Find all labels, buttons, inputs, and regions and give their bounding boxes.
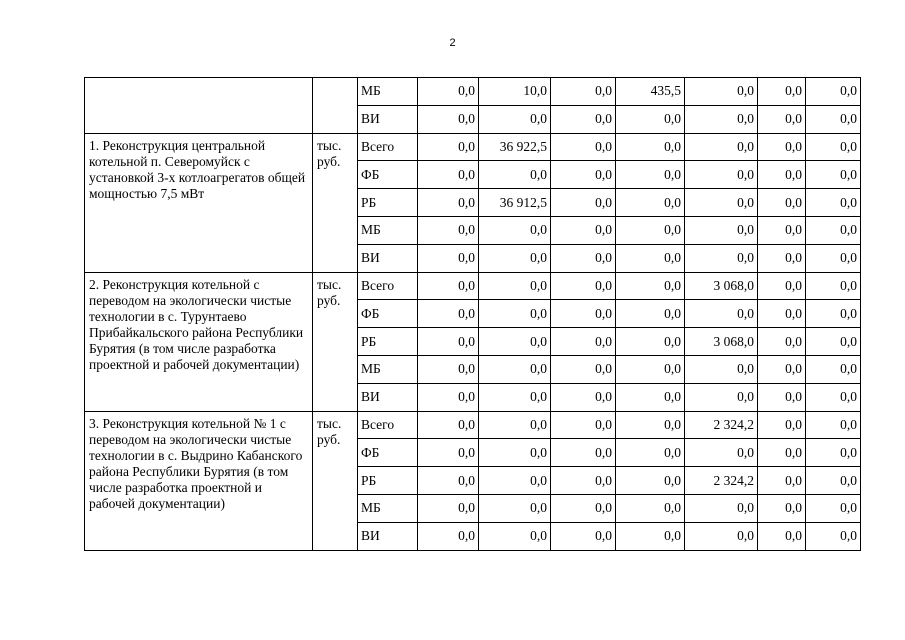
program-name-cell: 1. Реконструкция центральной котельной п. Северомуйск с установкой 3-х котлоагрегатов общей мощностью 7,5 мВт [85, 133, 313, 272]
value-cell: 0,0 [551, 439, 616, 467]
value-cell: 10,0 [479, 78, 551, 106]
value-cell: 0,0 [418, 467, 479, 495]
value-cell: 0,0 [806, 439, 861, 467]
value-cell: 0,0 [551, 161, 616, 189]
value-cell: 0,0 [551, 355, 616, 383]
value-cell: 0,0 [418, 355, 479, 383]
value-cell: 0,0 [616, 105, 685, 133]
value-cell: 0,0 [479, 383, 551, 411]
value-cell: 3 068,0 [685, 328, 758, 356]
value-cell: 0,0 [685, 522, 758, 550]
value-cell: 0,0 [551, 300, 616, 328]
value-cell: 0,0 [551, 244, 616, 272]
program-name-cell: 3. Реконструкция котельной № 1 с переводом на экологически чистые технологии в с. Выдрино Кабанского района Республики Бурятия (в том числе разработка проектной и рабочей документации) [85, 411, 313, 550]
value-cell: 435,5 [616, 78, 685, 106]
value-cell: 0,0 [616, 439, 685, 467]
value-cell: 0,0 [616, 189, 685, 217]
funding-source-cell: Всего [358, 133, 418, 161]
value-cell: 0,0 [616, 272, 685, 300]
value-cell: 0,0 [806, 300, 861, 328]
value-cell: 0,0 [418, 494, 479, 522]
value-cell: 0,0 [806, 244, 861, 272]
funding-source-cell: РБ [358, 467, 418, 495]
program-name-cell: 2. Реконструкция котельной с переводом на экологически чистые технологии в с. Турунтаево Прибайкальского района Республики Бурятия (в том числе разработка проектной и рабочей документации) [85, 272, 313, 411]
value-cell: 0,0 [806, 383, 861, 411]
funding-source-cell: МБ [358, 355, 418, 383]
value-cell: 0,0 [616, 494, 685, 522]
value-cell: 0,0 [616, 383, 685, 411]
funding-source-cell: ФБ [358, 439, 418, 467]
value-cell: 0,0 [758, 189, 806, 217]
value-cell: 0,0 [551, 328, 616, 356]
value-cell: 0,0 [479, 216, 551, 244]
value-cell: 0,0 [479, 411, 551, 439]
budget-table [84, 77, 861, 551]
value-cell: 0,0 [685, 133, 758, 161]
program-name-cell [85, 78, 313, 134]
funding-source-cell: МБ [358, 216, 418, 244]
value-cell: 0,0 [806, 105, 861, 133]
value-cell: 0,0 [479, 522, 551, 550]
value-cell: 0,0 [418, 133, 479, 161]
funding-source-cell: Всего [358, 272, 418, 300]
value-cell: 0,0 [551, 272, 616, 300]
value-cell: 0,0 [806, 522, 861, 550]
value-cell: 0,0 [418, 300, 479, 328]
value-cell: 3 068,0 [685, 272, 758, 300]
value-cell: 0,0 [685, 439, 758, 467]
value-cell: 0,0 [758, 272, 806, 300]
value-cell: 0,0 [758, 411, 806, 439]
funding-source-cell: РБ [358, 189, 418, 217]
value-cell: 0,0 [806, 161, 861, 189]
value-cell: 0,0 [806, 411, 861, 439]
value-cell: 0,0 [551, 189, 616, 217]
value-cell: 0,0 [418, 439, 479, 467]
value-cell: 0,0 [616, 216, 685, 244]
value-cell: 0,0 [806, 328, 861, 356]
value-cell: 0,0 [551, 133, 616, 161]
funding-source-cell: ФБ [358, 161, 418, 189]
funding-source-cell: Всего [358, 411, 418, 439]
value-cell: 0,0 [758, 467, 806, 495]
value-cell: 0,0 [551, 383, 616, 411]
value-cell: 0,0 [418, 78, 479, 106]
value-cell: 0,0 [418, 216, 479, 244]
value-cell: 0,0 [616, 355, 685, 383]
table-row [85, 272, 861, 300]
value-cell: 0,0 [806, 78, 861, 106]
value-cell: 0,0 [758, 383, 806, 411]
value-cell: 0,0 [685, 189, 758, 217]
value-cell: 36 922,5 [479, 133, 551, 161]
funding-source-cell: МБ [358, 78, 418, 106]
value-cell: 0,0 [551, 411, 616, 439]
value-cell: 0,0 [758, 161, 806, 189]
value-cell: 0,0 [685, 383, 758, 411]
value-cell: 0,0 [479, 355, 551, 383]
value-cell: 0,0 [685, 355, 758, 383]
value-cell: 0,0 [685, 244, 758, 272]
value-cell: 0,0 [758, 133, 806, 161]
value-cell: 0,0 [616, 467, 685, 495]
value-cell: 0,0 [551, 467, 616, 495]
value-cell: 0,0 [806, 494, 861, 522]
value-cell: 0,0 [806, 216, 861, 244]
value-cell: 0,0 [806, 467, 861, 495]
value-cell: 0,0 [551, 105, 616, 133]
value-cell: 0,0 [479, 439, 551, 467]
funding-source-cell: МБ [358, 494, 418, 522]
value-cell: 0,0 [551, 216, 616, 244]
table-row [85, 133, 861, 161]
value-cell: 0,0 [551, 522, 616, 550]
value-cell: 0,0 [616, 161, 685, 189]
value-cell: 0,0 [418, 411, 479, 439]
value-cell: 0,0 [479, 161, 551, 189]
value-cell: 0,0 [479, 328, 551, 356]
value-cell: 0,0 [418, 383, 479, 411]
value-cell: 0,0 [418, 522, 479, 550]
value-cell: 0,0 [758, 522, 806, 550]
funding-source-cell: ВИ [358, 522, 418, 550]
funding-source-cell: ВИ [358, 105, 418, 133]
table-row [85, 78, 861, 106]
value-cell: 0,0 [685, 216, 758, 244]
value-cell: 0,0 [418, 272, 479, 300]
value-cell: 0,0 [758, 216, 806, 244]
value-cell: 0,0 [479, 244, 551, 272]
value-cell: 0,0 [806, 133, 861, 161]
page-number: 2 [449, 37, 456, 49]
value-cell: 0,0 [806, 355, 861, 383]
value-cell: 0,0 [616, 328, 685, 356]
value-cell: 0,0 [685, 105, 758, 133]
value-cell: 36 912,5 [479, 189, 551, 217]
unit-cell [313, 78, 358, 134]
value-cell: 0,0 [685, 78, 758, 106]
value-cell: 0,0 [758, 355, 806, 383]
value-cell: 0,0 [551, 78, 616, 106]
value-cell: 0,0 [758, 105, 806, 133]
value-cell: 0,0 [758, 300, 806, 328]
value-cell: 0,0 [418, 189, 479, 217]
funding-source-cell: ВИ [358, 383, 418, 411]
value-cell: 0,0 [616, 300, 685, 328]
value-cell: 0,0 [806, 189, 861, 217]
value-cell: 2 324,2 [685, 467, 758, 495]
funding-source-cell: РБ [358, 328, 418, 356]
value-cell: 0,0 [551, 494, 616, 522]
value-cell: 0,0 [479, 467, 551, 495]
value-cell: 0,0 [479, 105, 551, 133]
value-cell: 0,0 [758, 494, 806, 522]
value-cell: 0,0 [616, 522, 685, 550]
value-cell: 0,0 [758, 78, 806, 106]
value-cell: 0,0 [418, 161, 479, 189]
unit-cell: тыс. руб. [313, 272, 358, 411]
value-cell: 0,0 [685, 300, 758, 328]
value-cell: 0,0 [479, 494, 551, 522]
table-body [85, 78, 861, 551]
value-cell: 0,0 [758, 328, 806, 356]
value-cell: 0,0 [685, 161, 758, 189]
value-cell: 0,0 [685, 494, 758, 522]
value-cell: 0,0 [758, 439, 806, 467]
unit-cell: тыс. руб. [313, 133, 358, 272]
value-cell: 0,0 [479, 300, 551, 328]
unit-cell: тыс. руб. [313, 411, 358, 550]
value-cell: 0,0 [616, 133, 685, 161]
table-row [85, 411, 861, 439]
funding-source-cell: ВИ [358, 244, 418, 272]
value-cell: 0,0 [616, 244, 685, 272]
value-cell: 0,0 [418, 244, 479, 272]
value-cell: 0,0 [758, 244, 806, 272]
value-cell: 0,0 [806, 272, 861, 300]
value-cell: 2 324,2 [685, 411, 758, 439]
value-cell: 0,0 [479, 272, 551, 300]
value-cell: 0,0 [418, 328, 479, 356]
funding-source-cell: ФБ [358, 300, 418, 328]
value-cell: 0,0 [418, 105, 479, 133]
value-cell: 0,0 [616, 411, 685, 439]
